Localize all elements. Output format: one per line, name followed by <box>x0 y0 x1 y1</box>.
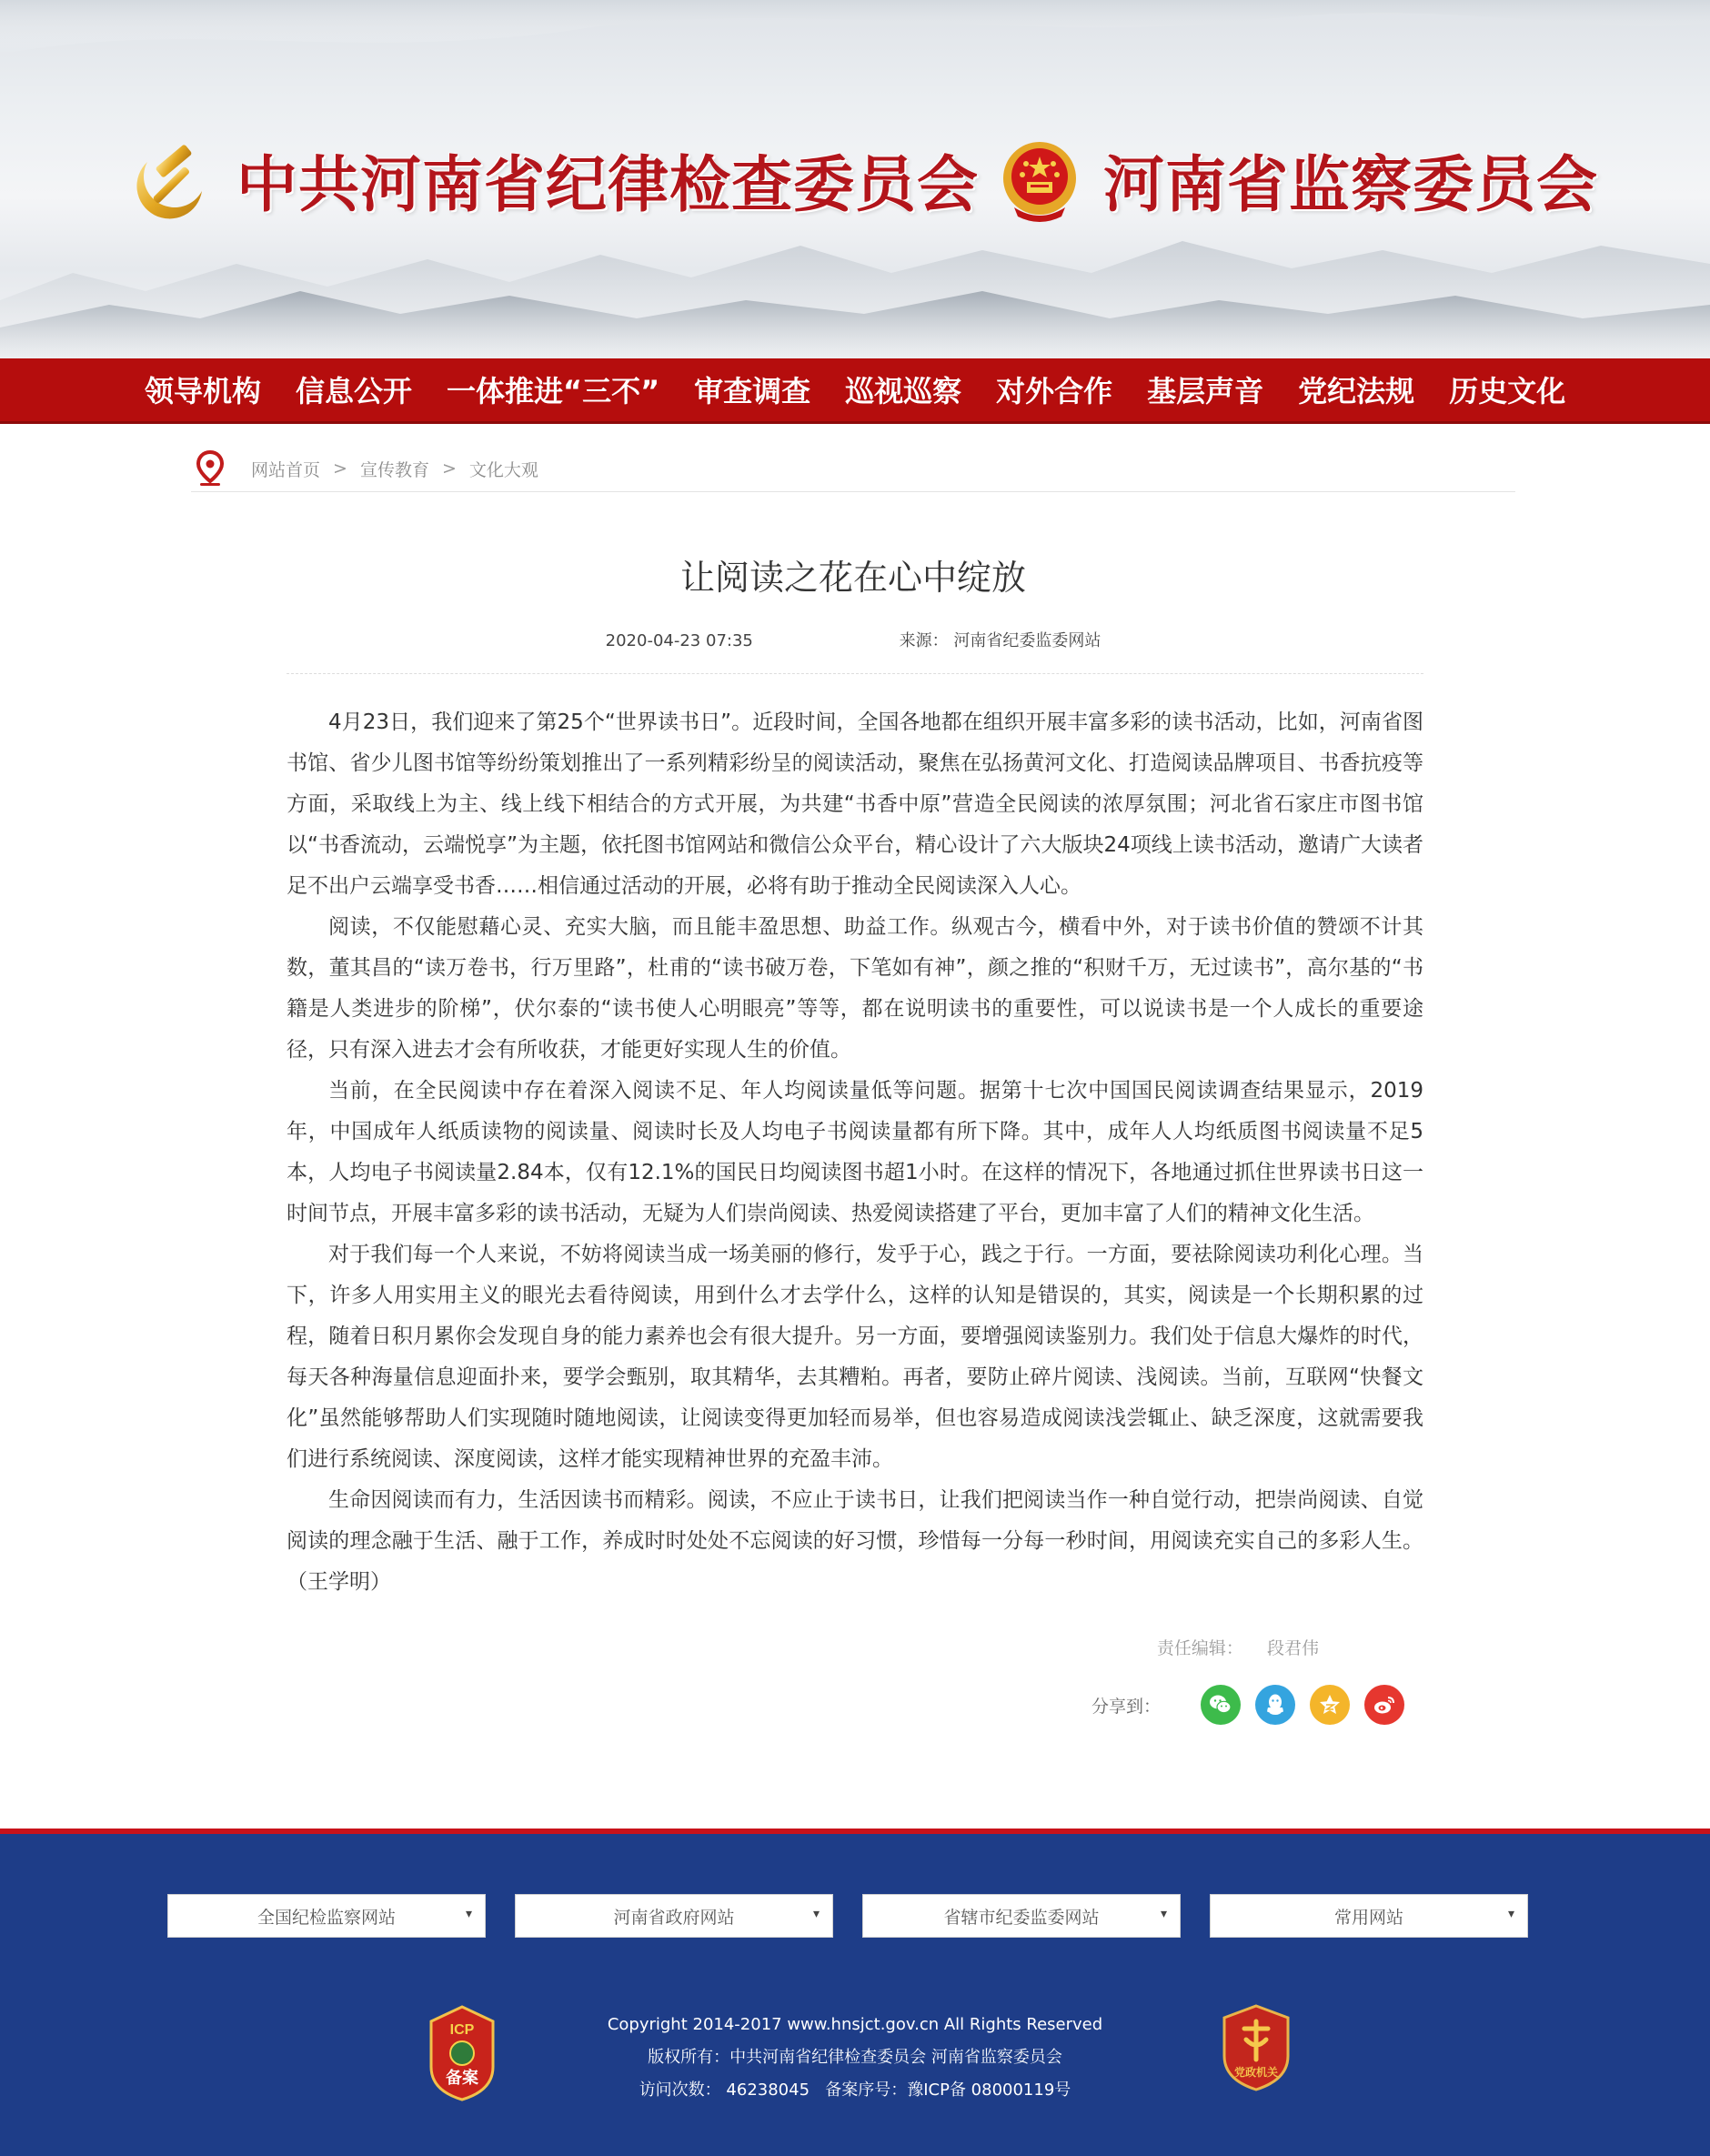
breadcrumb-culture-overview[interactable]: 文化大观 <box>468 459 538 480</box>
footer-link-selects <box>167 1894 1532 1941</box>
editor-label: 责任编辑： <box>1156 1638 1243 1658</box>
common-sites-select[interactable] <box>1210 1894 1528 1938</box>
dropdown-arrow-icon: ▾ <box>812 1907 820 1921</box>
article-meta <box>191 628 1515 651</box>
editor-name: 段君伟 <box>1266 1638 1319 1658</box>
party-badge-text: 党政机关 <box>1233 2066 1279 2079</box>
nav-item-history-culture[interactable]: 历史文化 <box>1449 374 1566 408</box>
article-source-label: 来源： <box>899 631 949 650</box>
qzone-icon[interactable] <box>1310 1685 1350 1725</box>
national-discipline-sites-select[interactable] <box>167 1894 486 1938</box>
article-title: 让阅读之花在心中绽放 <box>679 558 1026 598</box>
select-value: 常用网站 <box>1333 1907 1403 1928</box>
nav-item-inspection[interactable]: 巡视巡察 <box>845 374 962 408</box>
visits-count: 46238045 <box>726 2080 810 2100</box>
nav-item-info-disclosure[interactable]: 信息公开 <box>296 374 413 408</box>
breadcrumb-separator: > <box>441 458 457 479</box>
article-paragraph: 4月23日，我们迎来了第25个“世界读书日”。近段时间，全国各地都在组织开展丰富多彩的读书活动，比如，河南省图书馆、省少儿图书馆等纷纷策划推出了一系列精彩纷呈的阅读活动，聚焦在弘扬黄河文化、打造阅读品牌项目、书香抗疫等方面，采取线上为主、线上线下相结合的方式开展，为共建“书香中原”营造全民阅读的浓厚氛围；河北省石家庄市图书馆以“书香流动，云端悦享”为主题，依托图书馆网站和微信公众平台，精心设计了六大版块24项线上读书活动，邀请广大读者足不出户云端享受书香……相信通过活动的开展，必将有助于推动全民阅读深入人心。 <box>287 710 1423 898</box>
breadcrumb <box>191 446 1515 492</box>
qq-icon[interactable] <box>1255 1685 1295 1725</box>
nav-item-leadership[interactable]: 领导机构 <box>145 374 262 408</box>
nav-item-grassroots-voice[interactable]: 基层声音 <box>1147 374 1264 408</box>
article-paragraph: 对于我们每一个人来说，不妨将阅读当成一场美丽的修行，发乎于心，践之于行。一方面，要祛除阅读功利化心理。当下，许多人用实用主义的眼光去看待阅读，用到什么才去学什么，这样的认知是错误的，其实，阅读是一个长期积累的过程，随着日积月累你会发现自身的能力素养也会有很大提升。另一方面，要增强阅读鉴别力。我们处于信息大爆炸的时代，每天各种海量信息迎面扑来，要学会甄别，取其精华，去其糟粕。再者，要防止碎片阅读、浅阅读。当前，互联网“快餐文化”虽然能够帮助人们实现随时随地阅读，让阅读变得更加轻而易举，但也容易造成阅读浅尝辄止、缺乏深度，这就需要我们进行系统阅读、深度阅读，这样才能实现精神世界的充盈丰沛。 <box>287 1243 1423 1471</box>
main-nav <box>0 358 1710 424</box>
dropdown-arrow-icon: ▾ <box>465 1907 472 1921</box>
meta-divider <box>287 673 1423 674</box>
footer <box>0 1829 1710 2156</box>
party-gov-agency-badge-icon[interactable] <box>1219 2003 1293 2092</box>
wechat-icon[interactable] <box>1201 1685 1241 1725</box>
select-value: 全国纪检监察网站 <box>256 1907 396 1928</box>
article-date: 2020-04-23 07:35 <box>605 631 753 650</box>
party-emblem-icon <box>127 135 218 226</box>
nav-item-three-nots[interactable]: 一体推进“三不” <box>447 374 660 408</box>
copyright-text: Copyright 2014-2017 www.hnsjct.gov.cn All Rights Reserved <box>607 2015 1103 2034</box>
footer-info <box>546 2009 1164 2107</box>
icp-label: 备案序号： <box>825 2080 908 2100</box>
responsible-editor <box>1046 1635 1319 1659</box>
breadcrumb-home[interactable]: 网站首页 <box>251 459 321 480</box>
icp-badge-icon[interactable] <box>426 2003 498 2103</box>
header-banner <box>0 0 1710 358</box>
cpc-commission-title: 中共河南省纪律检查委员会 <box>236 148 979 220</box>
dropdown-arrow-icon: ▾ <box>1507 1907 1514 1921</box>
article-source: 河南省纪委监委网站 <box>953 631 1101 650</box>
nav-item-party-regulations[interactable]: 党纪法规 <box>1298 374 1415 408</box>
select-value: 河南省政府网站 <box>613 1907 735 1928</box>
national-emblem-icon <box>994 135 1085 226</box>
location-pin-icon <box>195 450 226 487</box>
share-label: 分享到： <box>1091 1696 1162 1717</box>
article-paragraph: 阅读，不仅能慰藉心灵、充实大脑，而且能丰盈思想、助益工作。纵观古今，横看中外，对于读书价值的赞颂不计其数，董其昌的“读万卷书，行万里路”，杜甫的“读书破万卷，下笔如有神”，颜之推的“积财千万，无过读书”，高尔基的“书籍是人类进步的阶梯”，伏尔泰的“读书使人心明眼亮”等等，都在说明读书的重要性，可以说读书是一个人成长的重要途径，只有深入进去才会有所收获，才能更好实现人生的价值。 <box>287 915 1423 1062</box>
icp-badge-bottom-text: 备案 <box>446 2069 478 2088</box>
weibo-icon[interactable] <box>1364 1685 1404 1725</box>
select-value: 省辖市纪委监委网站 <box>943 1907 1100 1928</box>
visits-label: 访问次数： <box>639 2080 721 2100</box>
dropdown-arrow-icon: ▾ <box>1160 1907 1167 1921</box>
supervision-commission-logo[interactable] <box>994 135 1598 226</box>
supervision-commission-title: 河南省监察委员会 <box>1103 148 1598 220</box>
breadcrumb-propaganda-education[interactable]: 宣传教育 <box>359 459 429 480</box>
visits-and-icp <box>546 2074 1164 2107</box>
city-commission-sites-select[interactable] <box>862 1894 1181 1938</box>
breadcrumb-separator: > <box>333 458 347 479</box>
cpc-commission-logo[interactable] <box>127 135 979 226</box>
share-bar <box>1091 1681 1404 1728</box>
icp-number[interactable]: 豫ICP备 08000119号 <box>907 2080 1071 2100</box>
article-content <box>287 702 1423 1603</box>
henan-gov-sites-select[interactable] <box>515 1894 833 1938</box>
nav-item-investigation[interactable]: 审查调查 <box>694 374 811 408</box>
article-paragraph: 生命因阅读而有力，生活因读书而精彩。阅读，不应止于读书日，让我们把阅读当作一种自觉行动，把崇尚阅读、自觉阅读的理念融于生活、融于工作，养成时时处处不忘阅读的好习惯，珍惜每一分每一秒时间，用阅读充实自己的多彩人生。（王学明） <box>287 1488 1423 1594</box>
owner-text: 版权所有：中共河南省纪律检查委员会 河南省监察委员会 <box>648 2048 1062 2067</box>
main-nav-list <box>127 358 1583 424</box>
article-paragraph: 当前，在全民阅读中存在着深入阅读不足、年人均阅读量低等问题。据第十七次中国国民阅读调查结果显示，2019年，中国成年人纸质读物的阅读量、阅读时长及人均电子书阅读量都有所下降。其中，成年人人均纸质图书阅读量不足5本，人均电子书阅读量2.84本，仅有12.1%的国民日均阅读图书超1小时。在这样的情况下，各地通过抓住世界读书日这一时间节点，开展丰富多彩的读书活动，无疑为人们崇尚阅读、热爱阅读搭建了平台，更加丰富了人们的精神文化生活。 <box>287 1079 1423 1225</box>
nav-item-external-cooperation[interactable]: 对外合作 <box>996 374 1113 408</box>
icp-badge-top-text: ICP <box>449 2022 475 2038</box>
